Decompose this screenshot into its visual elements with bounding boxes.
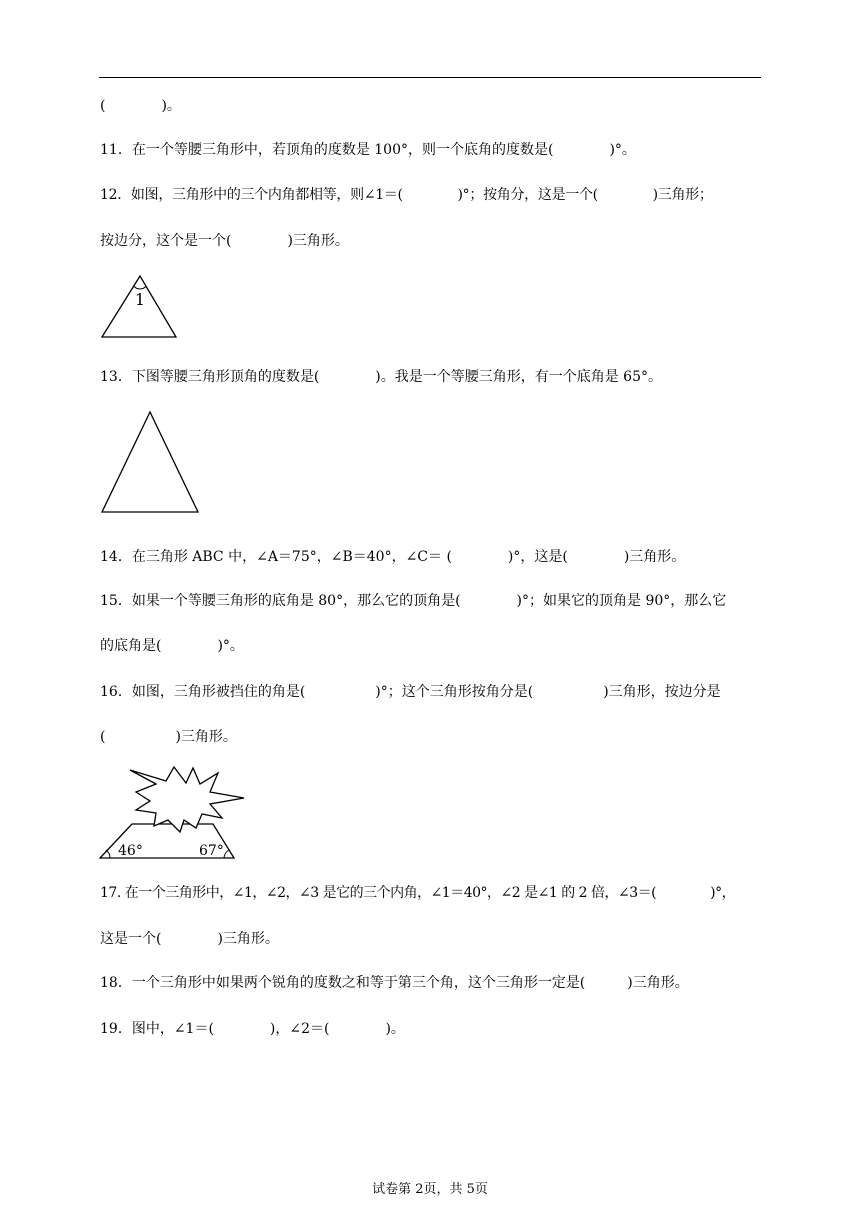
question-15-line-1: 15．如果一个等腰三角形的底角是 80°，那么它的顶角是( )°；如果它的顶角是 90°，那么它 bbox=[100, 593, 727, 609]
angle-1-label: 1 bbox=[134, 290, 146, 309]
question-18: 18．一个三角形中如果两个锐角的度数之和等于第三个角，这个三角形一定是( )三角形。 bbox=[100, 975, 689, 991]
question-12-line-2: 按边分，这个是一个( )三角形。 bbox=[100, 233, 349, 249]
question-17-line-1: 17. 在一个三角形中，∠1，∠2，∠3 是它的三个内角，∠1＝40°，∠2 是∠1 的 2 倍，∠3＝( )°， bbox=[100, 885, 736, 901]
question-13: 13．下图等腰三角形顶角的度数是( )。我是一个等腰三角形，有一个底角是 65°。 bbox=[100, 369, 663, 385]
question-16-line-2: ( )三角形。 bbox=[100, 729, 237, 745]
question-17-line-2: 这是一个( )三角形。 bbox=[100, 931, 279, 947]
question-19: 19．图中，∠1＝( )，∠2＝( )。 bbox=[100, 1021, 405, 1037]
question-12-line-1: 12．如图，三角形中的三个内角都相等，则∠1＝( )°；按角分，这是一个( )三角形； bbox=[100, 187, 713, 203]
question-10-continuation: ( )。 bbox=[100, 98, 181, 114]
figure-equilateral-triangle bbox=[100, 274, 180, 340]
figure-isosceles-triangle bbox=[100, 410, 200, 514]
question-11: 11．在一个等腰三角形中，若顶角的度数是 100°，则一个底角的度数是( )°。 bbox=[100, 142, 636, 158]
page-footer: 试卷第 2页，共 5页 bbox=[372, 1182, 488, 1197]
figure-blocked-triangle bbox=[98, 766, 248, 862]
header-rule bbox=[99, 77, 761, 78]
question-16-line-1: 16．如图，三角形被挡住的角是( )°；这个三角形按角分是( )三角形，按边分是 bbox=[100, 684, 721, 700]
explosion-cover-shape bbox=[130, 767, 244, 832]
angle-67-label: 67° bbox=[199, 843, 224, 859]
question-14: 14．在三角形 ABC 中，∠A＝75°，∠B＝40°，∠C＝ ( )°，这是( )三角形。 bbox=[100, 549, 686, 565]
question-15-line-2: 的底角是( )°。 bbox=[100, 638, 244, 654]
angle-46-label: 46° bbox=[118, 843, 143, 859]
